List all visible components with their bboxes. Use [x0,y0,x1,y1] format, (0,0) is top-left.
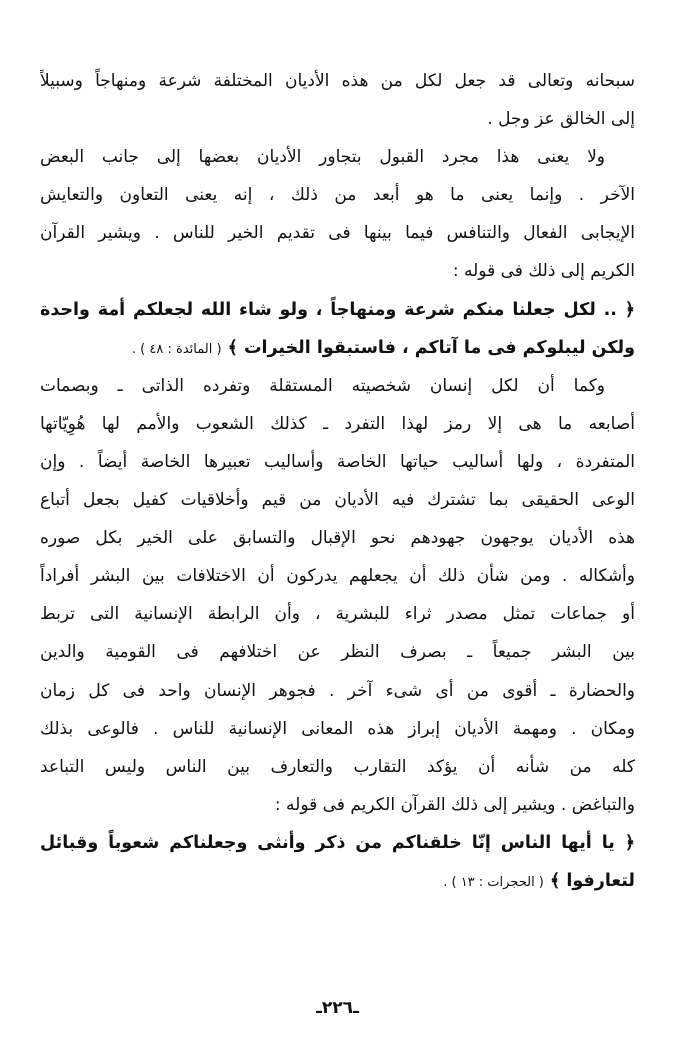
quran-quote-line [40,862,635,900]
text-line: أصابعه ما هى إلا رمز لهذا التفرد ـ كذلك الشعوب والأمم لها هُوِيّاتها [40,413,635,434]
quran-quote-line: ﴿ يا أيها الناس إنّا خلقناكم من ذكر وأنثى وجعلناكم شعوباً وقبائل [40,832,635,853]
text-line: ولا يعنى هذا مجرد القبول بتجاور الأديان بعضها إلى جانب البعض [40,147,605,168]
quran-quote-text: لتعارفوا ﴾ [549,870,635,891]
text-line: أو جماعات تمثل مصدر ثراء للبشرية ، وأن الرابطة الإنسانية التى تربط [40,604,635,625]
text-line: ومكان . ومهمة الأديان إبراز هذه المعانى الإنسانية للناس . فالوعى بذلك [40,718,635,739]
text-line: والحضارة ـ أقوى من أى شىء آخر . فجوهر الإنسان واحد فى كل زمان [40,680,635,701]
text-line: كله من شأنه أن يؤكد التقارب والتعارف بين الناس وليس التباعد [40,756,635,777]
text-line: الآخر . وإنما يعنى ما هو أبعد من ذلك ، إنه يعنى التعاون والتعايش [40,185,635,206]
quran-quote-text: ولكن ليبلوكم فى ما آتاكم ، فاستبقوا الخيرات ﴾ [227,337,635,358]
text-line: هذه الأديان يوجهون جهودهم نحو الإقبال والتسابق على الخير بكل صوره [40,528,635,549]
text-line: المتفردة ، ولها أساليب حياتها الخاصة وأساليب تعبيرها الخاصة أيضاً . وإن [40,451,635,472]
text-line: الإيجابى الفعال والتنافس فيما بينها فى تقديم الخير للناس . ويشير القرآن [40,223,635,244]
quran-reference: ( الحجرات : ١٣ ) . [443,874,544,890]
text-line: وأشكاله . ومن شأن ذلك أن يجعلهم يدركون أن الاختلافات بين البشر أفراداً [40,566,635,587]
text-line: بين البشر جميعاً ـ بصرف النظر عن اختلافهم فى القومية والدين [40,642,635,663]
text-line: والتباغض . ويشير إلى ذلك القرآن الكريم فى قوله : [274,794,635,815]
text-line: إلى الخالق عز وجل . [487,109,635,130]
text-line: الوعى الحقيقى بما تشترك فيه الأديان من قيم وأخلاقيات كفيل بجعل أتباع [40,490,635,511]
page-number: ـ٢٢٦ـ [316,998,359,1018]
quran-reference: ( المائدة : ٤٨ ) . [131,341,222,357]
page-body [40,62,635,900]
quran-quote-line [40,329,635,367]
text-line: وكما أن لكل إنسان شخصيته المستقلة وتفرده الذاتى ـ وبصمات [40,375,605,396]
quran-quote-line: ﴿ .. لكل جعلنا منكم شرعة ومنهاجاً ، ولو شاء الله لجعلكم أمة واحدة [40,299,635,320]
text-line: سبحانه وتعالى قد جعل لكل من هذه الأديان المختلفة شرعة ومنهاجاً وسبيلاً [40,71,635,91]
text-line: الكريم إلى ذلك فى قوله : [452,261,635,282]
